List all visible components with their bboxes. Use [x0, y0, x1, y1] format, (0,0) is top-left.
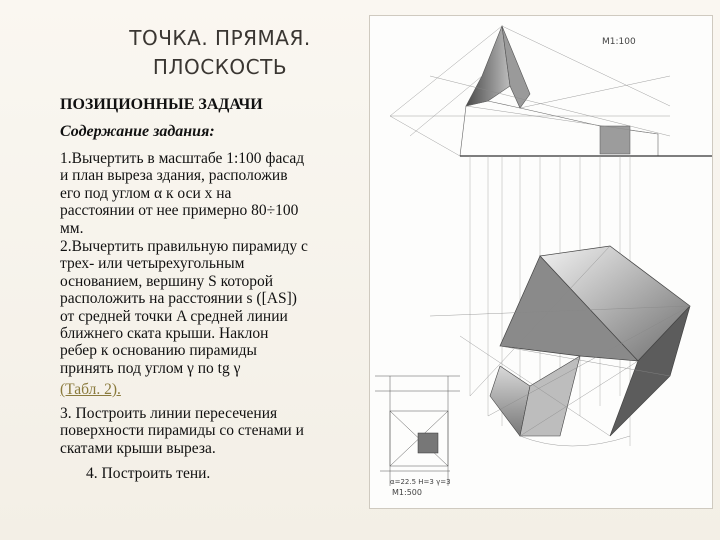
- table-2-link[interactable]: (Табл. 2).: [60, 381, 121, 398]
- slide-title: ТОЧКА. ПРЯМАЯ. ПЛОСКОСТЬ: [129, 26, 311, 79]
- small-plan-pyramid: [418, 433, 438, 453]
- task-subheading: Содержание задания:: [60, 123, 215, 140]
- drawing-figure: [370, 16, 712, 508]
- scale-small-label: M1:500: [392, 488, 422, 497]
- scale-main-label: M1:100: [602, 37, 636, 47]
- section-heading: ПОЗИЦИОННЫЕ ЗАДАЧИ: [60, 96, 263, 113]
- task-item-4: 4. Построить тени.: [86, 465, 211, 482]
- task-item-3: 3. Построить линии пересечения поверхности пирамиды со стенами и скатами крыши выреза.: [60, 405, 304, 457]
- technical-drawing: [369, 15, 713, 509]
- small-plan: [375, 376, 460, 486]
- task-item-1: 1.Вычертить в масштабе 1:100 фасад и план выреза здания, расположив его под углом α к оси x на расстоянии от нее примерно 80÷100 мм.: [60, 150, 305, 237]
- task-item-2: 2.Вычертить правильную пирамиду с трех- или четырехугольным основанием, вершину S которой расположить на расстоянии s ([AS]) от средней точки A средней линии ближнего ската крыши. Наклон ребер к основанию пирамиды принять под углом γ по tg γ: [60, 238, 308, 377]
- drawing-notes: α=22.5 H=3 γ=3: [390, 478, 451, 486]
- facade-shadow: [600, 126, 630, 154]
